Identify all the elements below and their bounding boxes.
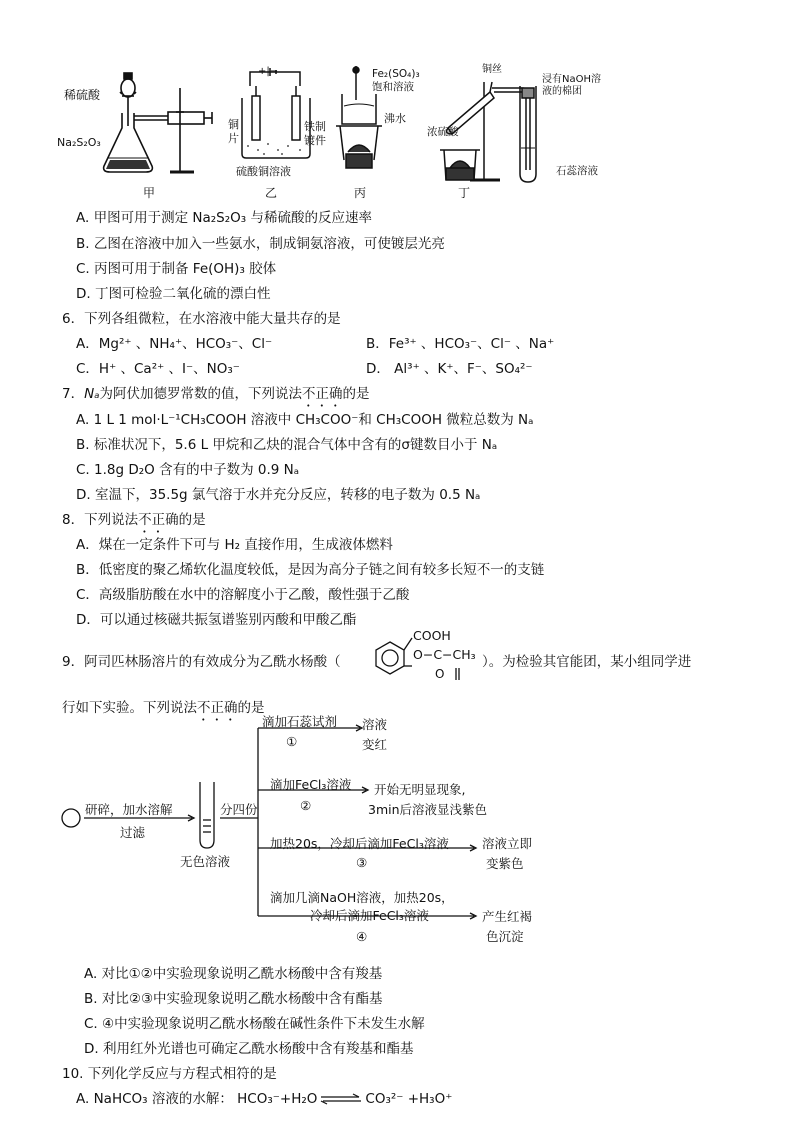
ding-litmus-label: 石蕊溶液 (556, 165, 598, 177)
q8-option-a[interactable]: A．煤在一定条件下可与 H₂ 直接作用，生成液体燃料 (76, 537, 393, 553)
bing-reagent-label: Fe₂(SO₄)₃饱和溶液 (372, 68, 420, 93)
option-letter: A. (76, 210, 90, 226)
q9-option-d[interactable]: D. 利用红外光谱也可确定乙酰水杨酸中含有羧基和酯基 (84, 1041, 414, 1057)
aspirin-ester-group: O−C−CH₃ (413, 647, 476, 662)
yi-copper-label: 铜片 (228, 118, 239, 145)
bing-water-label: 沸水 (384, 112, 406, 125)
q9-line2-end: 的是 (237, 700, 265, 716)
q6-option-a[interactable]: A．Mg²⁺ 、NH₄⁺、HCO₃⁻、Cl⁻ (76, 336, 273, 352)
jia-acid-label: 稀硫酸 (64, 88, 101, 102)
jia-caption: 甲 (143, 186, 156, 200)
q7-option-c[interactable]: C. 1.8g D₂O 含有的中子数为 0.9 Nₐ (76, 462, 300, 478)
branch2-number: ② (300, 798, 312, 813)
q7-stem-end: 的是 (342, 386, 370, 402)
ding-wire-label: 铜丝 (482, 64, 502, 75)
q6-stem: 6．下列各组微粒，在水溶液中能大量共存的是 (62, 311, 341, 327)
option-text: 甲图可用于测定 Na₂S₂O₃ 与稀硫酸的反应速率 (93, 210, 372, 226)
equilibrium-arrow-icon (319, 1093, 363, 1105)
q7-option-d[interactable]: D. 室温下，35.5g 氯气溶于水并充分反应，转移的电子数为 0.5 Nₐ (76, 487, 481, 503)
q7-number: 7． (62, 386, 85, 402)
flow-split-label: 分四份 (220, 802, 258, 817)
ding-caption: 丁 (458, 186, 471, 200)
aspirin-carbonyl-o: O (435, 667, 445, 681)
branch3-reagent: 加热20s，冷却后滴加FeCl₃溶液 (270, 836, 449, 851)
q7-option-a[interactable]: A. 1 L 1 mol·L⁻¹CH₃COOH 溶液中 CH₃COO⁻和 CH₃COOH 微粒总数为 Nₐ (76, 412, 534, 428)
q6-option-c[interactable]: C．H⁺ 、Ca²⁺ 、I⁻、NO₃⁻ (76, 361, 240, 377)
jia-salt-label: Na₂S₂O₃ (57, 136, 101, 149)
option-letter: C. (76, 261, 90, 277)
q9-negation: 不正确 (197, 700, 238, 716)
branch4-result-line2: 色沉淀 (486, 929, 524, 944)
yi-iron-label: 铁制镀件 (304, 120, 326, 147)
q5-option-c[interactable] (76, 257, 276, 277)
q10-option-a[interactable] (76, 1087, 452, 1107)
q10-a-rhs: CO₃²⁻ +H₃O⁺ (365, 1091, 453, 1107)
q10-a-lhs: A. NaHCO₃ 溶液的水解： HCO₃⁻+H₂O (76, 1091, 318, 1107)
branch1-number: ① (286, 734, 298, 749)
flow-step-dissolve: 研碎，加水溶解 (85, 802, 173, 817)
q9-stem-start: 9．阿司匹林肠溶片的有效成分为乙酰水杨酸（ (62, 654, 341, 670)
branch3-number: ③ (356, 855, 368, 870)
branch1-result-line2: 变红 (362, 737, 388, 752)
option-letter: B. (76, 236, 90, 252)
branch3-result-line2: 变紫色 (486, 856, 524, 871)
branch3-result-line1: 溶液立即 (482, 836, 533, 851)
q8-option-d[interactable]: D．可以通过核磁共振氢谱鉴别丙酸和甲酸乙酯 (76, 612, 357, 628)
branch4-result-line1: 产生红褐 (482, 909, 533, 924)
aspirin-cooh-group: COOH (413, 628, 451, 643)
q8-stem (62, 508, 206, 536)
q7-stem-text: 为阿伏加德罗常数的值，下列说法 (99, 386, 302, 402)
option-letter: D. (76, 286, 91, 302)
apparatus-yi-diagram (238, 66, 318, 166)
q5-option-d[interactable] (76, 282, 270, 302)
option-text: 丁图可检验二氧化硫的漂白性 (94, 286, 271, 302)
option-text: 乙图在溶液中加入一些氨水，制成铜氨溶液，可使镀层光亮 (93, 236, 445, 252)
branch4-reagent-line2: 冷却后滴加FeCl₃溶液 (310, 908, 429, 923)
q6-option-b[interactable]: B．Fe³⁺ 、HCO₃⁻、Cl⁻ 、Na⁺ (366, 336, 555, 352)
q8-stem-end: 确的是 (165, 512, 206, 528)
q8-option-c[interactable]: C．高级脂肪酸在水中的溶解度小于乙酸，酸性强于乙酸 (76, 587, 410, 603)
q5-option-b[interactable] (76, 232, 445, 252)
yi-caption: 乙 (265, 186, 278, 200)
bing-caption: 丙 (354, 186, 367, 200)
branch1-result-line1: 溶液 (362, 717, 388, 732)
q9-option-a[interactable]: A. 对比①②中实验现象说明乙酰水杨酸中含有羧基 (84, 966, 383, 982)
yi-battery-label: +|− (258, 66, 279, 77)
flow-step-filter: 过滤 (120, 825, 146, 840)
q8-stem-text: 8．下列说法 (62, 512, 139, 528)
q10-stem: 10. 下列化学反应与方程式相符的是 (62, 1066, 277, 1082)
branch4-number: ④ (356, 929, 368, 944)
q7-negation: 不正确 (301, 386, 343, 402)
q9-option-c[interactable]: C. ④中实验现象说明乙酰水杨酸在碱性条件下未发生水解 (84, 1016, 425, 1032)
flow-tube-label: 无色溶液 (180, 854, 231, 869)
option-text: 丙图可用于制备 Fe(OH)₃ 胶体 (94, 261, 277, 277)
branch1-reagent: 滴加石蕊试剂 (262, 714, 338, 729)
branch2-result-line2: 3min后溶液显浅紫色 (368, 802, 488, 817)
branch2-result-line1: 开始无明显现象, (374, 782, 466, 797)
branch4-reagent-line1: 滴加几滴NaOH溶液，加热20s， (270, 890, 454, 905)
q8-option-b[interactable]: B．低密度的聚乙烯软化温度较低，是因为高分子链之间有较多长短不一的支链 (76, 562, 545, 578)
q9-line2-text: 行如下实验。下列说法 (62, 700, 197, 716)
avogadro-symbol: Nₐ (84, 386, 100, 402)
branch2-reagent: 滴加FeCl₃溶液 (270, 777, 352, 792)
ding-acid-label: 浓硫酸 (427, 126, 459, 138)
yi-solution-label: 硫酸铜溶液 (236, 165, 291, 178)
q6-option-d[interactable]: D． Al³⁺ 、K⁺、F⁻、SO₄²⁻ (366, 361, 533, 377)
q9-option-b[interactable]: B. 对比②③中实验现象说明乙酰水杨酸中含有酯基 (84, 991, 383, 1007)
q9-stem-end: ）。为检验其官能团，某小组同学进 (482, 654, 692, 670)
q5-option-a[interactable] (76, 206, 372, 226)
ding-cotton-label: 浸有NaOH溶液的棉团 (542, 74, 601, 97)
q7-option-b[interactable]: B. 标准状况下，5.6 L 甲烷和乙炔的混合气体中含有的σ键数目小于 Nₐ (76, 437, 498, 453)
q7-stem (62, 382, 369, 410)
q8-negation: 不正 (138, 512, 166, 528)
